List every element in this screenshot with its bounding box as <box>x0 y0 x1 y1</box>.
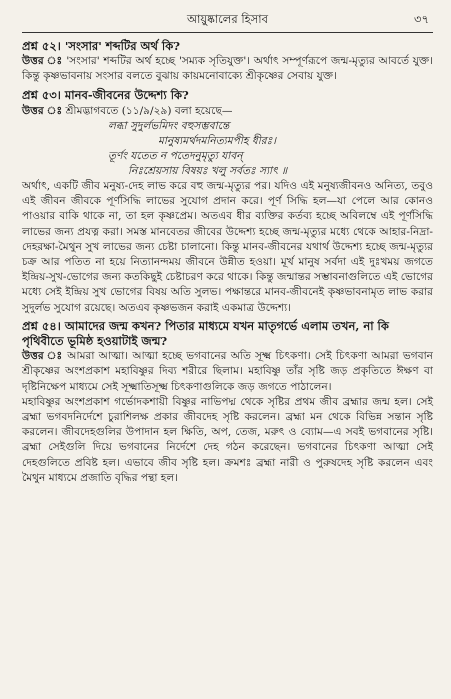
question-heading <box>22 88 433 103</box>
question-heading <box>22 39 433 54</box>
explanation-paragraph: মহাবিষ্ণুর অংশপ্রকাশ গর্ভোদকশায়ী বিষ্ণুর নাভিপদ্ম থেকে সৃষ্টির প্রথম জীব ব্রহ্মার জন্ম হল। সেই ব্রহ্মা ভগবদনির্দেশে চুরাশিলক্ষ প্রকার জীবদেহ সৃষ্টি করলেন। ব্রহ্মা মন থেকে বিভিন্ন সন্তান সৃষ্টি করলেন। জীবদেহগুলির উপাদান হল ক্ষিতি, অপ, তেজ, মরুৎ ও ব্যোম—এ সবই ভগবানের সৃষ্টি। ব্রহ্মা সেইগুলি দিয়ে ভগবানের নির্দেশে দেহ গঠন করেছেন। ভগবানের চিৎকণা আত্মা সেই দেহগুলিতে প্রবিষ্ট হল। এভাবে জীব সৃষ্টি হল। ক্রমশঃ ব্রহ্মা নারী ও পুরুষদেহ সৃষ্টি করলেন এবং মৈথুন মাধ্যমে প্রজাতি বৃদ্ধির পন্থা হল। <box>22 395 433 484</box>
verse-line: লব্ধা সুদুর্লভমিদং বহুসম্ভবান্তে <box>108 120 230 133</box>
question-text: আমাদের জন্ম কখন? পিতার মাধ্যমে যখন মাতৃগর্ভে এলাম তখন, না কি পৃথিবীতে ভূমিষ্ঠ হওয়াটাই জন্ম? <box>22 318 389 349</box>
question-label: প্রশ্ন ৫২। <box>22 39 61 53</box>
answer-text: আমরা আত্মা। আত্মা হচ্ছে ভগবানের অতি সূক্ষ্ম চিৎকণা। সেই চিৎকণা আমরা ভগবান শ্রীকৃষ্ণের অংশপ্রকাশ মহাবিষ্ণুর দিব্য শরীরে ছিলাম। মহাবিষ্ণু তাঁর সৃষ্টি জড় প্রকৃতিতে ঈক্ষণ বা দৃষ্টিনিক্ষেপ মাধ্যমে সেই সূক্ষ্মাতিসূক্ষ্ম চিৎকণাগুলিকে জড় জগতে পাঠালেন। <box>22 350 433 393</box>
verse-line: তূর্ণং যতেত ন পতেদনুমৃত্যু যাবন্ <box>108 150 243 163</box>
answer <box>22 104 433 119</box>
question-label: প্রশ্ন ৫৪। <box>22 318 61 333</box>
answer-label: উত্তর ঃ <box>22 55 63 68</box>
answer <box>22 349 433 395</box>
page-title: আয়ুষ্কালের হিসাব <box>186 12 269 26</box>
verse-line: মানুষ্যমর্থদমনিত্যমপীহ ধীরঃ। <box>158 135 277 148</box>
page-number: ৩৭ <box>414 12 429 26</box>
explanation-paragraph: অর্থাৎ, একটি জীব মনুষ্য-দেহ লাভ করে বহু জন্ম-মৃত্যুর পর। যদিও এই মনুষ্যজীবনও অনিত্য, তবুও এই জীবন জীবকে পূর্ণসিদ্ধি লাভের সুযোগ প্রদান করে। পূর্ণ সিদ্ধি হল—যা পেলে আর কোনও পাওয়ার বাকি থাকে না, তা হল কৃষ্ণপ্রেম। অতএব ধীর ব্যক্তির কর্তব্য হচ্ছে অবিলম্বে এই পূর্ণসিদ্ধি লাভের জন্য প্রযত্ন করা। সমস্ত মানবেতর জীবের উদ্দেশ্য হচ্ছে জন্ম-মৃত্যুর মধ্যে থেকে আহার-নিদ্রা-দেহরক্ষা-মৈথুন সুখ লাভের জন্য চেষ্টা চালানো। কিন্তু মানব-জীবনের যথার্থ উদ্দেশ্য হচ্ছে জন্ম-মৃত্যুর চক্র আর পতিত না হয়ে নিত্যানন্দময় জীবনে উন্নীত হওয়া। মূর্খ মানুষ সর্বদা এই দুঃখময় জগতে ইন্দ্রিয়-সুখ-ভোগের জন্য কতকিছুই চেষ্টাচরণ করে থাকে। কিন্তু জন্মান্তর সম্ভাবনাগুলিতে এই ভোগের মধ্যে সেই ইন্দ্রিয় সুখ ভোগের বিষয় অতি সুলভ। পক্ষান্তরে মানব-জীবনেই কৃষ্ণভাবনামৃত লাভ করার সুদুর্লভ সুযোগ রয়েছে। অতএব কৃষ্ণভজন করাই একমাত্র উদ্দেশ্য। <box>22 180 433 314</box>
verse-line: নিঃশ্রেয়সায় বিষয়ঃ খলু সর্বতঃ স্যাৎ ॥ <box>128 165 288 178</box>
answer <box>22 54 433 84</box>
sanskrit-verse <box>22 119 433 179</box>
page-header <box>22 10 433 32</box>
question-heading <box>22 319 433 349</box>
answer-intro: শ্রীমদ্ভাগবতে (১১/৯/২৯) বলা হয়েছে— <box>65 104 233 117</box>
header-rule <box>22 32 433 33</box>
qa-block-52 <box>22 39 433 85</box>
question-label: প্রশ্ন ৫৩। <box>22 87 61 102</box>
question-text: মানব-জীবনের উদ্দেশ্য কি? <box>64 87 189 102</box>
qa-block-54 <box>22 319 433 486</box>
question-text: 'সংসার' শব্দটির অর্থ কি? <box>64 39 181 53</box>
answer-label: উত্তর ঃ <box>22 350 64 363</box>
answer-label: উত্তর ঃ <box>22 104 63 117</box>
qa-block-53 <box>22 88 433 316</box>
answer-text: 'সংসার' শব্দটির অর্থ হচ্ছে 'সম্যক সৃতিযুক্ত'। অর্থাৎ সম্পূর্ণরূপে জন্ম-মৃত্যুর আবর্তে যুক্ত। কিন্তু কৃষ্ণভাবনায় সংসার বলতে বুঝায় কায়মনোবাক্যে শ্রীকৃষ্ণের সেবায় যুক্ত। <box>22 55 433 83</box>
